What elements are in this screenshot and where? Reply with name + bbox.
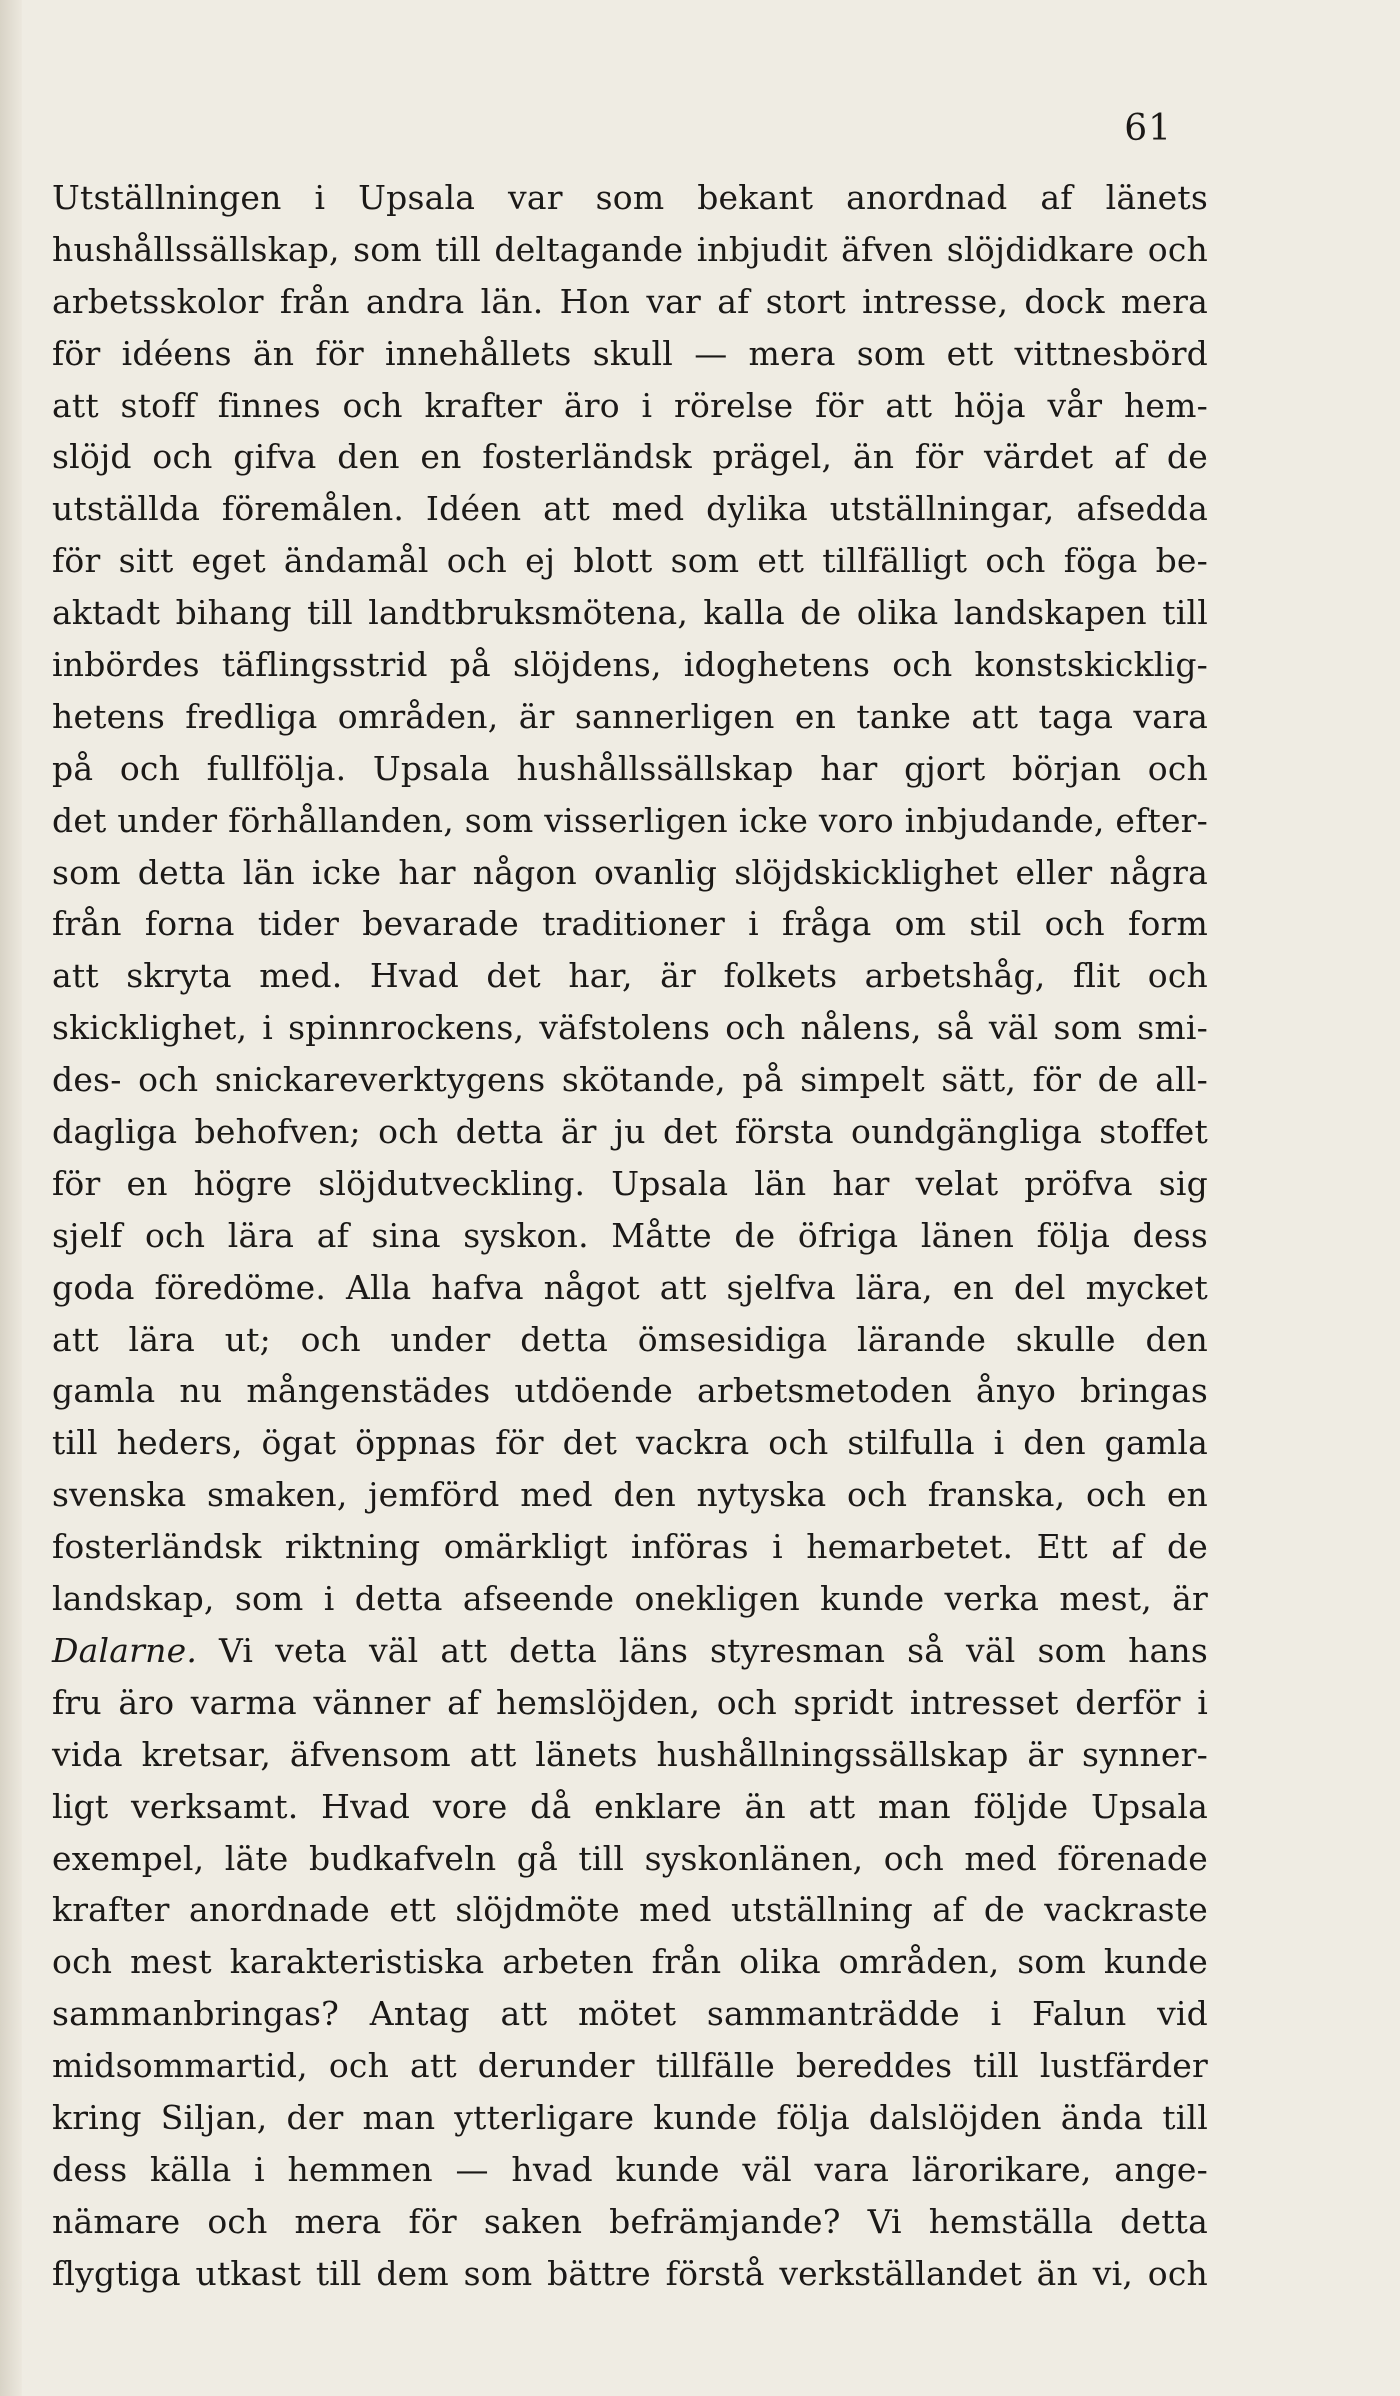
text-line: sjelf och lära af sina syskon. Måtte de öfriga länen följa dess bbox=[52, 1215, 1208, 1255]
text-line: flygtiga utkast till dem som bättre förstå verkställandet än vi, och bbox=[52, 2253, 1208, 2293]
text-line: från forna tider bevarade traditioner i fråga om stil och form bbox=[52, 904, 1208, 944]
text-line: krafter anordnade ett slöjdmöte med utställning af de vackraste bbox=[52, 1890, 1208, 1930]
text-line: att skryta med. Hvad det har, är folkets arbetshåg, flit och bbox=[52, 956, 1208, 996]
text-line: svenska smaken, jemförd med den nytyska och franska, och en bbox=[52, 1475, 1208, 1515]
body-text bbox=[52, 172, 1208, 2300]
text-line: hushållssällskap, som till deltagande inbjudit äfven slöjdidkare och bbox=[52, 229, 1208, 269]
text-line: landskap, som i detta afseende onekligen kunde verka mest, är bbox=[52, 1579, 1208, 1619]
text-line: dess källa i hemmen — hvad kunde väl vara lärorikare, ange- bbox=[52, 2149, 1208, 2189]
text-line: och mest karakteristiska arbeten från olika områden, som kunde bbox=[52, 1942, 1208, 1982]
text-line: dagliga behofven; och detta är ju det första oundgängliga stoffet bbox=[52, 1112, 1208, 1152]
text-line: nämare och mera för saken befrämjande? Vi hemställa detta bbox=[52, 2201, 1208, 2241]
text-line: det under förhållanden, som visserligen icke voro inbjudande, efter- bbox=[52, 800, 1208, 840]
text-line: utställda föremålen. Idéen att med dylika utställningar, afsedda bbox=[52, 489, 1208, 529]
text-line: för idéens än för innehållets skull — mera som ett vittnesbörd bbox=[52, 333, 1208, 373]
text-line: exempel, läte budkafveln gå till syskonlänen, och med förenade bbox=[52, 1838, 1208, 1878]
text-line: sammanbringas? Antag att mötet sammanträdde i Falun vid bbox=[52, 1994, 1208, 2034]
text-line: för sitt eget ändamål och ej blott som ett tillfälligt och föga be- bbox=[52, 541, 1208, 581]
text-line: goda föredöme. Alla hafva något att sjelfva lära, en del mycket bbox=[52, 1267, 1208, 1307]
text-line-dalarne: Dalarne. Vi veta väl att detta läns styresman så väl som hans bbox=[52, 1630, 1208, 1670]
text-line: skicklighet, i spinnrockens, väfstolens och nålens, så väl som smi- bbox=[52, 1008, 1208, 1048]
text-line: hetens fredliga områden, är sannerligen en tanke att taga vara bbox=[52, 696, 1208, 736]
text-line: inbördes täflingsstrid på slöjdens, idoghetens och konstskicklig- bbox=[52, 645, 1208, 685]
text-line: som detta län icke har någon ovanlig slöjdskicklighet eller några bbox=[52, 852, 1208, 892]
text-line: på och fullfölja. Upsala hushållssällskap har gjort början och bbox=[52, 748, 1208, 788]
text-line: slöjd och gifva den en fosterländsk prägel, än för värdet af de bbox=[52, 437, 1208, 477]
text-line: des- och snickareverktygens skötande, på simpelt sätt, för de all- bbox=[52, 1060, 1208, 1100]
text-line: vida kretsar, äfvensom att länets hushållningssällskap är synner- bbox=[52, 1734, 1208, 1774]
page-number: 61 bbox=[1124, 108, 1172, 149]
text-line: gamla nu mångenstädes utdöende arbetsmetoden ånyo bringas bbox=[52, 1371, 1208, 1411]
text-line: kring Siljan, der man ytterligare kunde följa dalslöjden ända till bbox=[52, 2097, 1208, 2137]
text-line: Utställningen i Upsala var som bekant anordnad af länets bbox=[52, 178, 1208, 217]
text-line: fosterländsk riktning omärkligt införas i hemarbetet. Ett af de bbox=[52, 1527, 1208, 1567]
text-line: att lära ut; och under detta ömsesidiga lärande skulle den bbox=[52, 1319, 1208, 1359]
text-line: ligt verksamt. Hvad vore då enklare än att man följde Upsala bbox=[52, 1786, 1208, 1826]
text-line: för en högre slöjdutveckling. Upsala län har velat pröfva sig bbox=[52, 1163, 1208, 1203]
italic-place-name: Dalarne. bbox=[52, 1630, 198, 1670]
text-line: midsommartid, och att derunder tillfälle bereddes till lustfärder bbox=[52, 2046, 1208, 2086]
page-gutter-shadow bbox=[0, 0, 22, 2396]
text-line: fru äro varma vänner af hemslöjden, och spridt intresset derför i bbox=[52, 1682, 1208, 1722]
text-line: arbetsskolor från andra län. Hon var af stort intresse, dock mera bbox=[52, 281, 1208, 321]
text-line: till heders, ögat öppnas för det vackra och stilfulla i den gamla bbox=[52, 1423, 1208, 1463]
text-line: aktadt bihang till landtbruksmötena, kalla de olika landskapen till bbox=[52, 593, 1208, 633]
text-line: att stoff finnes och krafter äro i rörelse för att höja vår hem- bbox=[52, 385, 1208, 425]
